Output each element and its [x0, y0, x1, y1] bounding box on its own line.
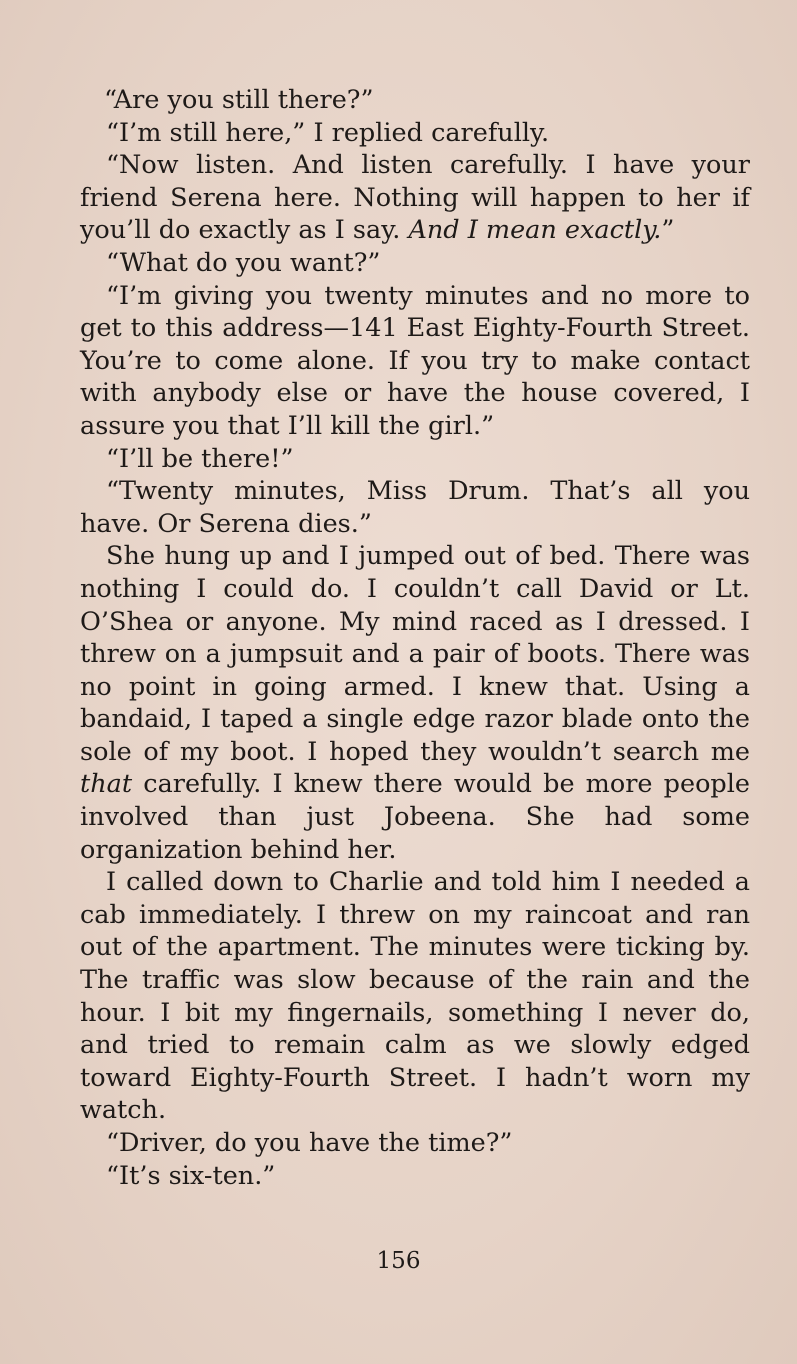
paragraph-4: “What do you want?”: [106, 247, 381, 278]
body-text: [80, 84, 750, 1192]
paragraph-10: “Driver, do you have the time?”: [106, 1128, 513, 1158]
emphasis-text: And I mean exactly.: [408, 215, 662, 246]
paragraph-2: “I’m still here,” I replied carefully.: [106, 117, 550, 148]
paragraph-3-text: “Now listen. And listen carefully. I have your friend Serena here. Nothing will happen to her if you’ll do exactly as I say.: [80, 150, 750, 246]
emphasis-text: that: [80, 769, 133, 800]
paragraph-3-end: ”: [661, 215, 675, 246]
paragraph-1: “Are you still there?”: [104, 85, 374, 115]
paragraph-8-end: carefully. I knew there would be more people involved than just Jobeena. She had some organization behind her.: [80, 769, 750, 865]
paragraph-8: [80, 540, 750, 866]
paragraph-8-text: She hung up and I jumped out of bed. There was nothing I could do. I couldn’t call David or Lt. O’Shea or anyone. My mind raced as I dressed. I threw on a jumpsuit and a pair of boots. There was no point in going armed. I knew that. Using a bandaid, I taped a single edge razor blade onto the sole of my boot. I hoped they wouldn’t search me: [80, 541, 750, 767]
paragraph-11: “It’s six-ten.”: [106, 1160, 276, 1191]
paragraph-3: [80, 149, 750, 247]
paragraph-9: I called down to Charlie and told him I needed a cab immediately. I threw on my raincoat and ran out of the apartment. The minutes were ticking by. The traffic was slow because of the rain and the hour. I bit my fingernails, something I never do, and tried to remain calm as we slowly edged toward Eighty-Fourth Street. I hadn’t worn my watch.: [80, 867, 750, 1126]
page-number: 156: [376, 1248, 421, 1274]
paragraph-6: “I’ll be there!”: [106, 443, 294, 474]
paragraph-5: “I’m giving you twenty minutes and no more to get to this address—141 East Eighty-Fourth Street. You’re to come alone. If you try to make contact with anybody else or have the house covered, I assure you that I’ll kill the girl.”: [80, 280, 750, 441]
paragraph-7: “Twenty minutes, Miss Drum. That’s all you have. Or Serena dies.”: [80, 476, 750, 539]
